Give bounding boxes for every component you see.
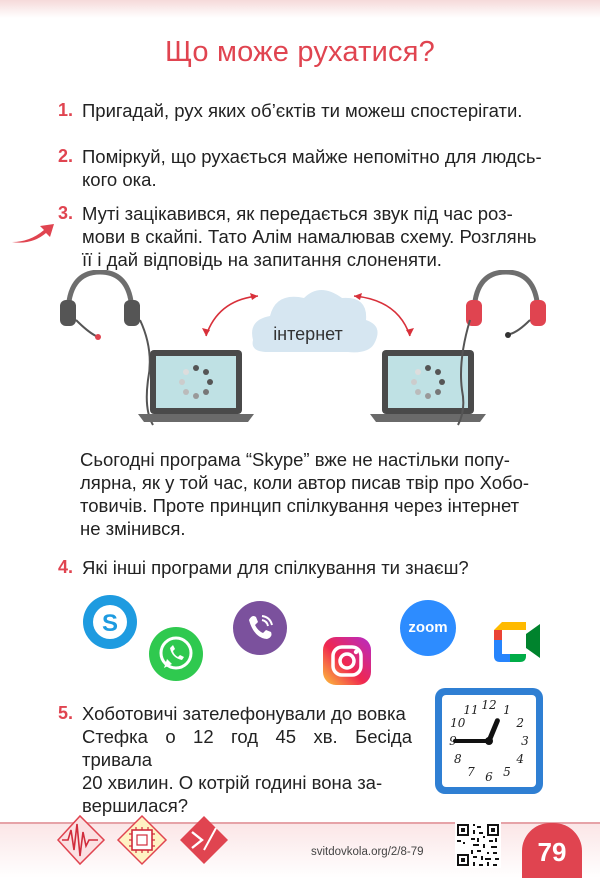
task-3-number: 3. bbox=[58, 203, 74, 223]
task-3-text bbox=[82, 202, 552, 271]
task-5-line: Стефка о 12 год 45 хв. Бесіда тривала bbox=[82, 726, 412, 770]
task-1-text bbox=[82, 99, 552, 122]
task-5-line: Хоботовичі зателефонували до вовка bbox=[82, 703, 406, 724]
page-title: Що може рухатися? bbox=[165, 36, 435, 68]
clock-numeral: 3 bbox=[521, 734, 529, 748]
footer-section-icons bbox=[52, 810, 242, 870]
cloud-label: інтернет bbox=[273, 324, 343, 344]
instagram-icon bbox=[322, 636, 372, 686]
google-meet-icon bbox=[492, 620, 544, 664]
headphones-left-icon bbox=[60, 272, 153, 425]
paragraph-line: Сьогодні програма “Skype” вже не настільки попу- bbox=[80, 449, 510, 470]
task-4-line: Які інші програми для спілкування ти знаєш? bbox=[82, 557, 469, 578]
task-3-line: мови в скайпі. Тато Алім намалював схему. Розглянь bbox=[82, 226, 537, 247]
clock-numeral: 6 bbox=[485, 770, 493, 784]
waveform-icon bbox=[58, 816, 104, 864]
footer-link[interactable]: svitdovkola.org/2/8-79 bbox=[311, 846, 424, 858]
top-decor-band bbox=[0, 0, 600, 18]
task-4-text bbox=[82, 556, 552, 579]
clock-numeral: 5 bbox=[503, 765, 511, 780]
messenger-apps-row bbox=[80, 590, 550, 690]
zoom-icon: zoom bbox=[400, 600, 456, 656]
task-5-line: 20 хвилин. О котрій годині вона за- bbox=[82, 772, 383, 793]
task-5-number: 5. bbox=[58, 703, 74, 723]
task-4-number: 4. bbox=[58, 557, 74, 577]
clock-numeral: 8 bbox=[453, 752, 462, 766]
skype-scheme-diagram bbox=[58, 270, 548, 435]
pointer-arrow-icon bbox=[10, 222, 56, 246]
clock-numeral: 10 bbox=[450, 716, 466, 730]
task-3-line: її і дай відповідь на запитання слоненяти. bbox=[82, 249, 442, 270]
svg-text:S: S bbox=[101, 610, 119, 637]
clock-numeral: 1 bbox=[503, 702, 511, 717]
task-2-text bbox=[82, 145, 552, 191]
clock-numeral: 4 bbox=[516, 752, 525, 766]
task-3-line: Муті зацікавився, як передається звук під час роз- bbox=[82, 203, 513, 224]
laptop-left-icon bbox=[138, 350, 254, 422]
viber-icon bbox=[232, 600, 288, 656]
skype-icon bbox=[82, 594, 138, 650]
qr-code-icon[interactable] bbox=[455, 822, 501, 868]
skype-paragraph bbox=[80, 448, 545, 540]
chip-icon bbox=[118, 816, 166, 864]
arrow-left-curve bbox=[206, 296, 258, 336]
paragraph-line: лярна, як у той час, коли автор писав твір про Хобо- bbox=[80, 472, 530, 493]
task-5-text bbox=[82, 702, 412, 817]
clock-numeral: 11 bbox=[463, 702, 479, 717]
task-2-line: Поміркуй, що рухається майже непомітно для людсь- bbox=[82, 146, 542, 167]
task-2-number: 2. bbox=[58, 146, 74, 166]
code-prompt-icon bbox=[180, 816, 228, 864]
whatsapp-icon bbox=[148, 626, 204, 682]
clock-numeral: 9 bbox=[449, 734, 457, 748]
laptop-right-icon bbox=[370, 350, 486, 422]
page-number: 79 bbox=[522, 823, 582, 878]
task-2-line: кого ока. bbox=[82, 169, 157, 190]
clock-numeral: 2 bbox=[516, 716, 525, 730]
clock-center bbox=[485, 737, 493, 745]
paragraph-line: товичів. Проте принцип спілкування через інтернет bbox=[80, 495, 520, 516]
task-5-line: вершилася? bbox=[82, 795, 189, 816]
paragraph-line: не змінився. bbox=[80, 518, 186, 539]
task-1-line: Пригадай, рух яких об’єктів ти можеш спостерігати. bbox=[82, 100, 523, 121]
task-1-number: 1. bbox=[58, 100, 74, 120]
wall-clock bbox=[433, 686, 545, 796]
clock-numeral: 7 bbox=[467, 765, 475, 780]
clock-numeral: 12 bbox=[481, 698, 497, 712]
